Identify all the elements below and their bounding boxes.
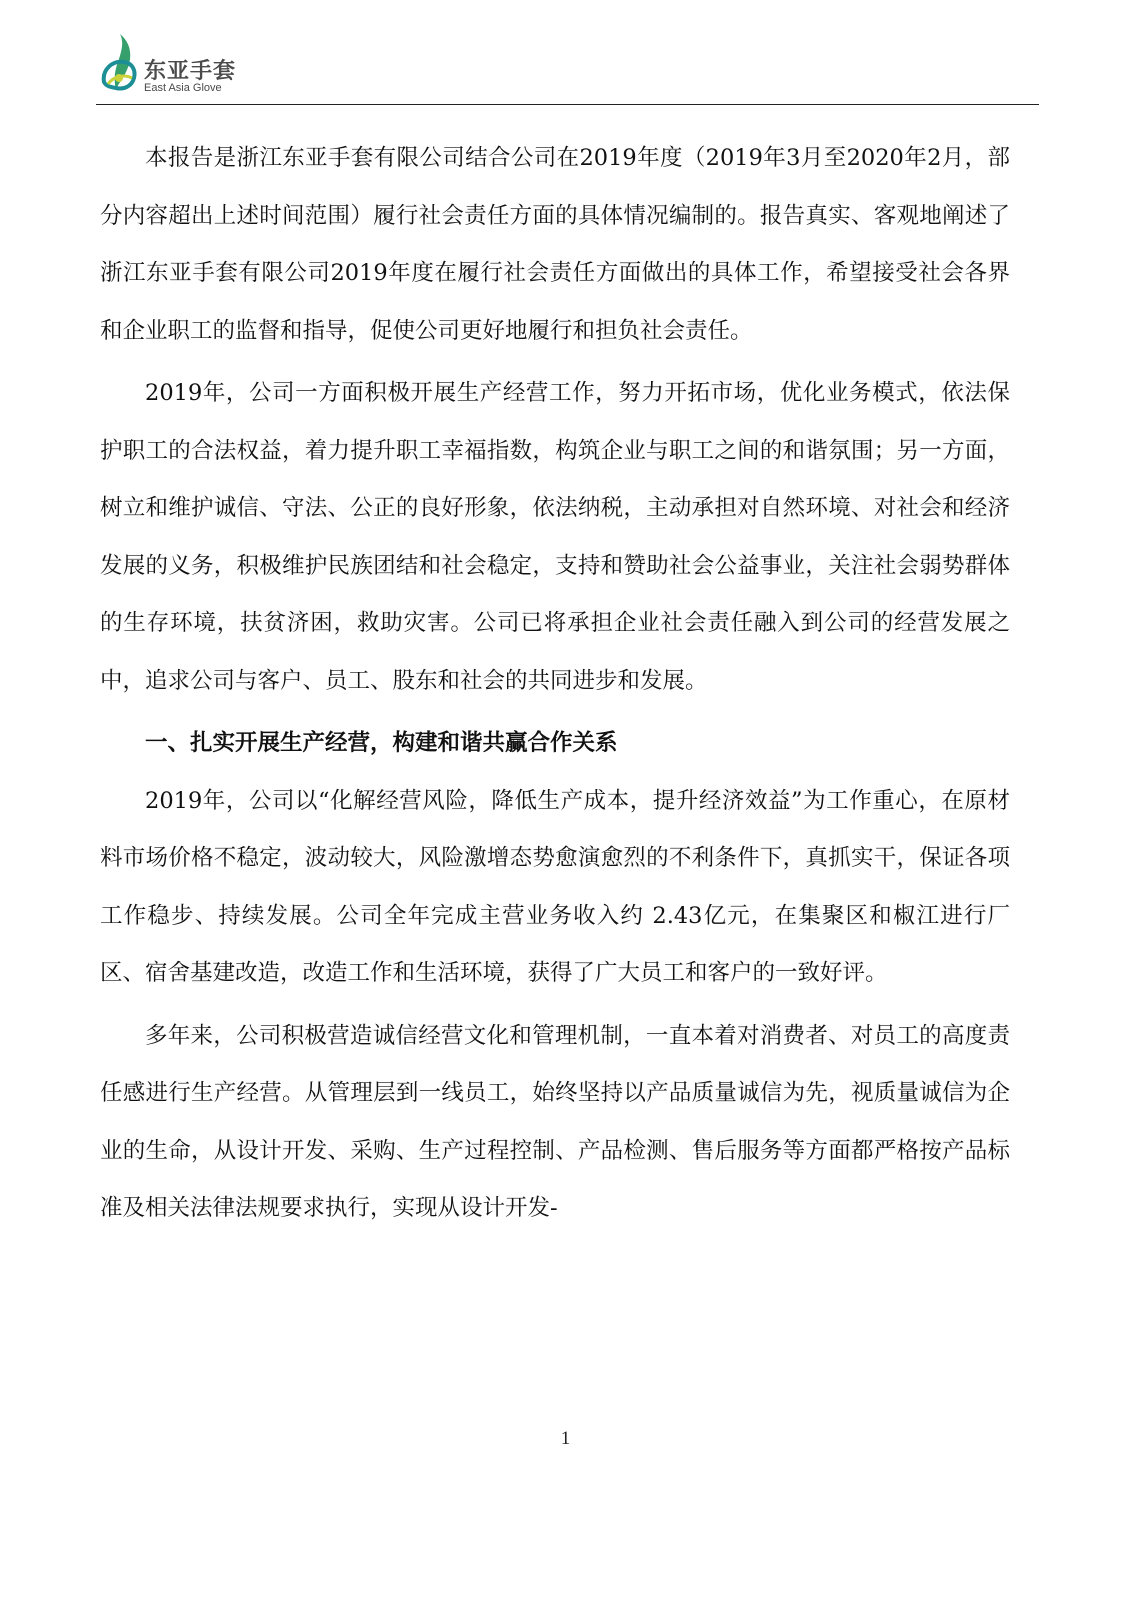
logo-english-name: East Asia Glove: [144, 82, 222, 94]
document-body: [100, 130, 1010, 1243]
company-logo: [96, 28, 356, 98]
intro-paragraph-2: 2019年，公司一方面积极开展生产经营工作，努力开拓市场，优化业务模式，依法保护职工的合法权益，着力提升职工幸福指数，构筑企业与职工之间的和谐氛围；另一方面，树立和维护诚信、守法、公正的良好形象，依法纳税，主动承担对自然环境、对社会和经济发展的义务，积极维护民族团结和社会稳定，支持和赞助社会公益事业，关注社会弱势群体的生存环境，扶贫济困，救助灾害。公司已将承担企业社会责任融入到公司的经营发展之中，追求公司与客户、员工、股东和社会的共同进步和发展。: [100, 380, 1010, 694]
page-number: 1: [560, 1428, 571, 1449]
logo-chinese-name: 东亚手套: [144, 59, 237, 84]
section-heading: 一、扎实开展生产经营，构建和谐共赢合作关系: [145, 730, 618, 756]
section-paragraph-2: 多年来，公司积极营造诚信经营文化和管理机制，一直本着对消费者、对员工的高度责任感进行生产经营。从管理层到一线员工，始终坚持以产品质量诚信为先，视质量诚信为企业的生命，从设计开发、采购、生产过程控制、产品检测、售后服务等方面都严格按产品标准及相关法律法规要求执行，实现从设计开发-: [100, 1022, 1010, 1221]
intro-paragraph-1: 本报告是浙江东亚手套有限公司结合公司在2019年度（2019年3月至2020年2月，部分内容超出上述时间范围）履行社会责任方面的具体情况编制的。报告真实、客观地阐述了浙江东亚手套有限公司2019年度在履行社会责任方面做出的具体工作，希望接受社会各界和企业职工的监督和指导，促使公司更好地履行和担负社会责任。: [100, 145, 1010, 344]
section-paragraph-1: 2019年，公司以“化解经营风险，降低生产成本，提升经济效益”为工作重心，在原材料市场价格不稳定，波动较大，风险激增态势愈演愈烈的不利条件下，真抓实干，保证各项工作稳步、持续发展。公司全年完成主营业务收入约 2.43亿元，在集聚区和椒江进行厂区、宿舍基建改造，改造工作和生活环境，获得了广大员工和客户的一致好评。: [100, 787, 1010, 986]
page-header: [96, 24, 1039, 105]
